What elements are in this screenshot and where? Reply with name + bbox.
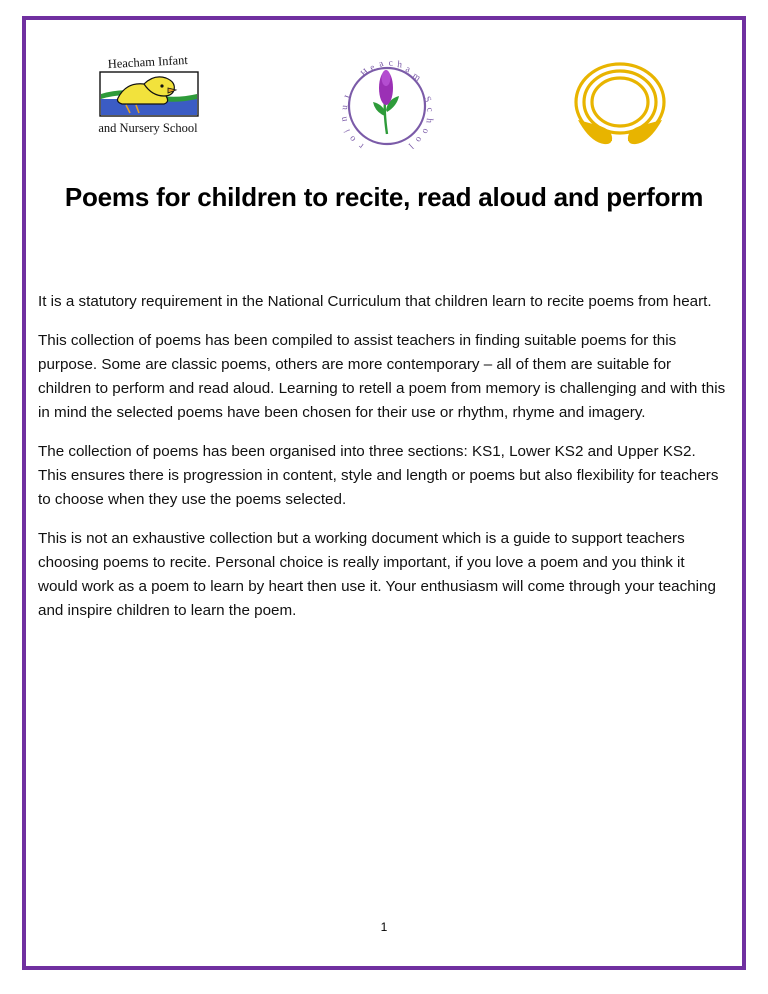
svg-text:o: o bbox=[412, 134, 424, 144]
svg-text:m: m bbox=[410, 71, 423, 84]
svg-text:H: H bbox=[359, 67, 372, 80]
svg-text:e: e bbox=[368, 62, 378, 74]
intro-text-block bbox=[36, 290, 728, 623]
page-content bbox=[36, 30, 732, 956]
page-title: Poems for children to recite, read aloud and perform bbox=[64, 182, 704, 212]
paragraph: This collection of poems has been compiled to assist teachers in finding suitable poems for this purpose. Some are classic poems, others are more contemporary – all of them are suitable for children to perform and read aloud. Learning to retell a poem from memory is challenging and with this in mind the selected poems have been chosen for their use or rhythm, rhyme and imagery. bbox=[38, 331, 726, 421]
svg-text:n: n bbox=[339, 115, 350, 123]
heacham-infant-and-nursery-school-logo bbox=[82, 52, 214, 144]
paragraph: The collection of poems has been organised into three sections: KS1, Lower KS2 and Upper KS2. This ensures there is progression in content, style and length or poems but also flexibility for teachers to choose when they use the poems selected. bbox=[38, 442, 719, 508]
svg-text:a: a bbox=[403, 64, 412, 76]
svg-text:c: c bbox=[388, 58, 394, 69]
heacham-junior-school-logo bbox=[332, 54, 442, 156]
svg-text:c: c bbox=[424, 106, 435, 113]
svg-text:l: l bbox=[406, 140, 415, 150]
svg-text:and Nursery School: and Nursery School bbox=[98, 121, 198, 135]
page-number: 1 bbox=[380, 920, 388, 934]
svg-text:i: i bbox=[342, 127, 353, 134]
gold-award-logo bbox=[560, 58, 680, 152]
svg-text:a: a bbox=[377, 58, 385, 70]
svg-text:J: J bbox=[343, 94, 354, 101]
svg-text:h: h bbox=[396, 60, 403, 71]
svg-text:u: u bbox=[340, 104, 351, 111]
svg-text:h: h bbox=[423, 117, 434, 124]
logo-row bbox=[36, 30, 732, 156]
paragraph: It is a statutory requirement in the National Curriculum that children learn to recite poems from heart. bbox=[38, 292, 712, 310]
svg-text:r: r bbox=[357, 140, 366, 151]
svg-text:S: S bbox=[421, 95, 433, 105]
svg-text:Heacham Infant: Heacham Infant bbox=[107, 52, 189, 72]
paragraph: This is not an exhaustive collection but a working document which is a guide to support teachers choosing poems to recite. Personal choice is really important, if you love a poem and you think it would work as a poem to learn by heart then use it. Your enthusiasm will come through your teaching and inspire children to learn the poem. bbox=[38, 530, 716, 620]
svg-text:o: o bbox=[347, 133, 359, 144]
svg-text:o: o bbox=[419, 126, 431, 135]
